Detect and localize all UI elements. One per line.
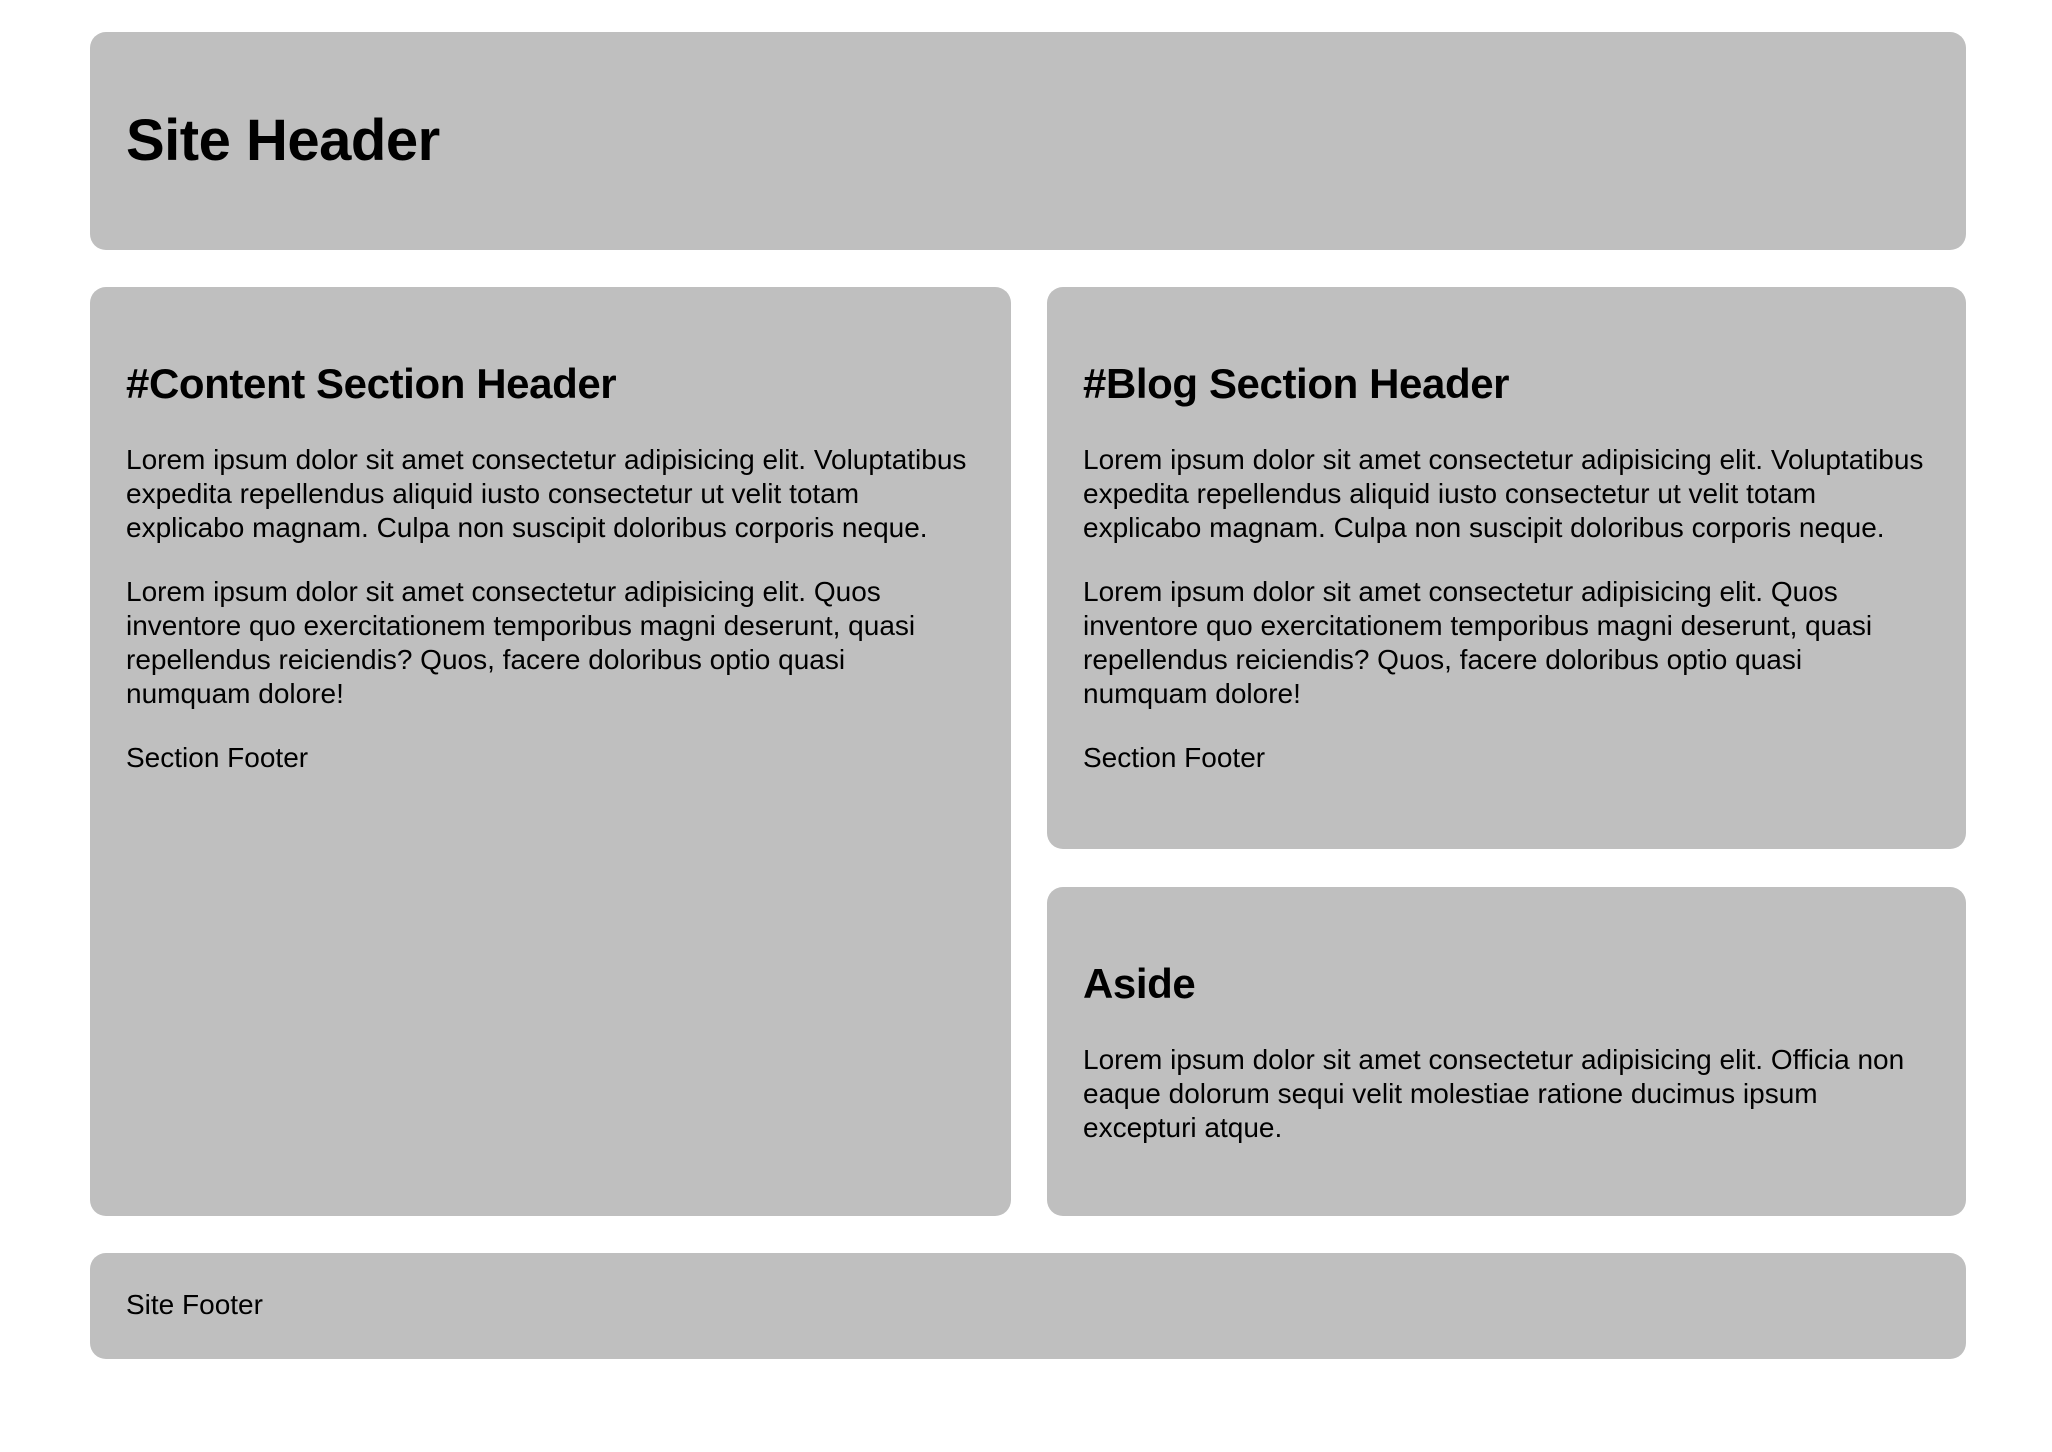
content-section xyxy=(90,287,1011,1216)
aside-section xyxy=(1047,887,1966,1216)
aside-paragraph: Lorem ipsum dolor sit amet consectetur adipisicing elit. Officia non eaque dolorum sequi velit molestiae ratione ducimus ipsum excepturi atque. xyxy=(1083,1044,1905,1144)
blog-paragraph-1: Lorem ipsum dolor sit amet consectetur adipisicing elit. Voluptatibus expedita repellendus aliquid iusto consectetur ut velit totam explicabo magnam. Culpa non suscipit doloribus corporis neque. xyxy=(1083,444,1924,544)
content-paragraph-1: Lorem ipsum dolor sit amet consectetur adipisicing elit. Voluptatibus expedita repellendus aliquid iusto consectetur ut velit totam explicabo magnam. Culpa non suscipit doloribus corporis neque. xyxy=(126,444,967,544)
site-footer-text: Site Footer xyxy=(126,1289,263,1320)
site-footer xyxy=(90,1253,1966,1359)
aside-body xyxy=(1083,959,1930,1145)
blog-section xyxy=(1047,287,1966,849)
content-section-title: #Content Section Header xyxy=(126,360,617,407)
blog-paragraph-2: Lorem ipsum dolor sit amet consectetur adipisicing elit. Quos inventore quo exercitationem temporibus magni deserunt, quasi repellendus reiciendis? Quos, facere doloribus optio quasi numquam dolore! xyxy=(1083,576,1873,710)
blog-section-footer: Section Footer xyxy=(1083,742,1266,774)
content-section-body xyxy=(126,359,975,775)
site-header xyxy=(90,32,1966,250)
site-header-title: Site Header xyxy=(126,108,440,173)
blog-section-title: #Blog Section Header xyxy=(1083,360,1510,407)
content-paragraph-2: Lorem ipsum dolor sit amet consectetur adipisicing elit. Quos inventore quo exercitationem temporibus magni deserunt, quasi repellendus reiciendis? Quos, facere doloribus optio quasi numquam dolore! xyxy=(126,576,916,710)
blog-section-body xyxy=(1083,359,1930,775)
aside-title: Aside xyxy=(1083,960,1196,1007)
content-section-footer: Section Footer xyxy=(126,742,309,774)
